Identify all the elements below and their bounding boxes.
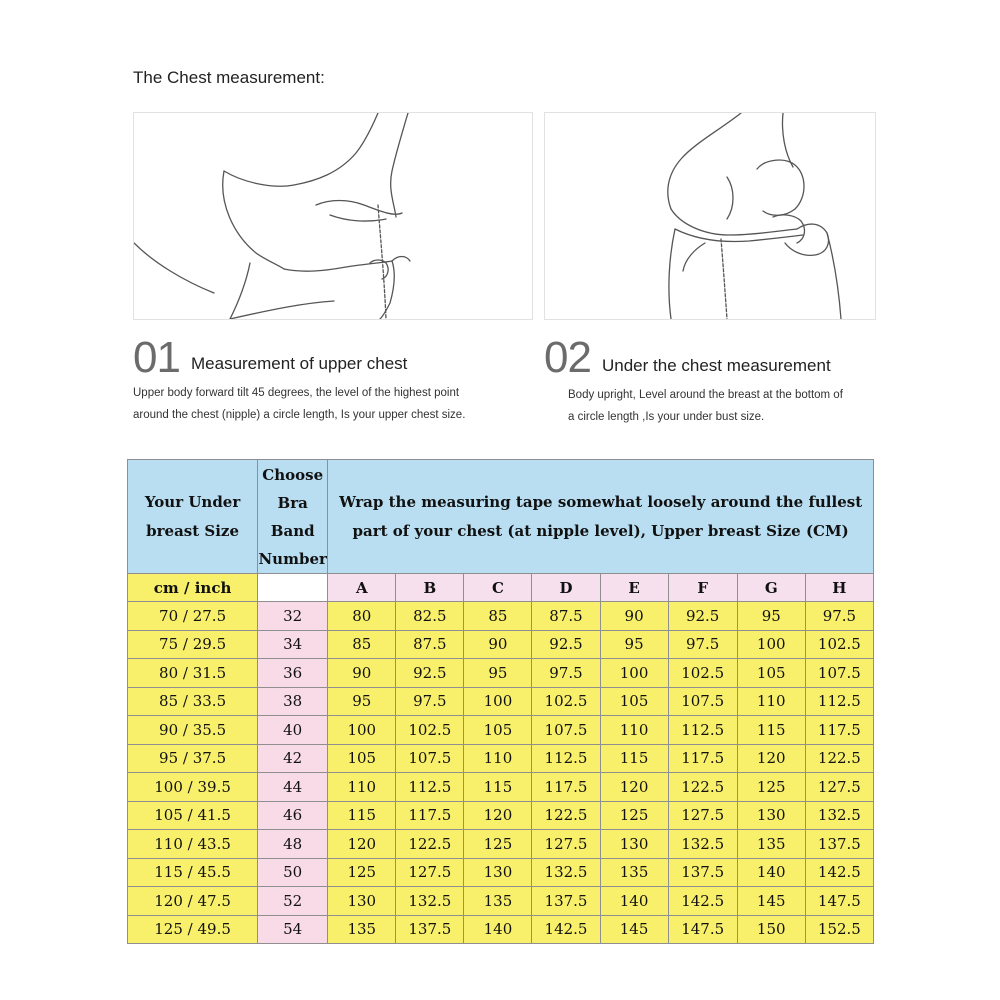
upper-breast-cell: 125 bbox=[464, 830, 532, 859]
upper-breast-cell: 127.5 bbox=[668, 801, 737, 830]
upper-breast-cell: 122.5 bbox=[532, 801, 600, 830]
band-number-cell: 38 bbox=[258, 687, 328, 716]
under-breast-cell: 110 / 43.5 bbox=[128, 830, 258, 859]
cup-header-b: B bbox=[396, 574, 464, 602]
upper-breast-cell: 132.5 bbox=[668, 830, 737, 859]
upper-breast-cell: 142.5 bbox=[532, 915, 600, 944]
table-row bbox=[128, 887, 874, 916]
upper-breast-cell: 125 bbox=[600, 801, 668, 830]
upper-breast-cell: 127.5 bbox=[805, 773, 873, 802]
upper-breast-cell: 92.5 bbox=[396, 659, 464, 688]
table-row bbox=[128, 602, 874, 631]
under-breast-cell: 75 / 29.5 bbox=[128, 630, 258, 659]
step-02-desc-line-1: Body upright, Level around the breast at the bottom of bbox=[568, 389, 843, 401]
header-under-breast: Your Under breast Size bbox=[128, 460, 258, 574]
upper-breast-cell: 137.5 bbox=[668, 858, 737, 887]
table-row bbox=[128, 915, 874, 944]
upper-breast-cell: 95 bbox=[328, 687, 396, 716]
table-row bbox=[128, 858, 874, 887]
step-01-desc-line-1: Upper body forward tilt 45 degrees, the level of the highest point bbox=[133, 387, 460, 399]
band-number-cell: 52 bbox=[258, 887, 328, 916]
band-number-cell: 46 bbox=[258, 801, 328, 830]
under-breast-cell: 120 / 47.5 bbox=[128, 887, 258, 916]
header-band-number: Choose Bra Band Number bbox=[258, 460, 328, 574]
upper-breast-cell: 135 bbox=[464, 887, 532, 916]
upper-breast-cell: 135 bbox=[737, 830, 805, 859]
upper-breast-cell: 92.5 bbox=[668, 602, 737, 631]
step-02-title: Under the chest measurement bbox=[602, 356, 831, 375]
figure-leaning-sketch bbox=[134, 113, 532, 319]
upper-breast-cell: 142.5 bbox=[668, 887, 737, 916]
upper-breast-cell: 140 bbox=[600, 887, 668, 916]
upper-breast-cell: 112.5 bbox=[396, 773, 464, 802]
under-chest-illustration bbox=[544, 112, 876, 320]
under-breast-cell: 105 / 41.5 bbox=[128, 801, 258, 830]
upper-breast-cell: 130 bbox=[328, 887, 396, 916]
upper-breast-cell: 90 bbox=[328, 659, 396, 688]
upper-breast-cell: 110 bbox=[737, 687, 805, 716]
band-number-cell: 36 bbox=[258, 659, 328, 688]
bra-size-table bbox=[127, 459, 874, 944]
upper-breast-cell: 107.5 bbox=[532, 716, 600, 745]
upper-breast-cell: 110 bbox=[464, 744, 532, 773]
upper-breast-cell: 87.5 bbox=[396, 630, 464, 659]
table-row bbox=[128, 716, 874, 745]
upper-breast-cell: 112.5 bbox=[532, 744, 600, 773]
upper-breast-cell: 102.5 bbox=[805, 630, 873, 659]
upper-breast-cell: 105 bbox=[328, 744, 396, 773]
cup-header-e: E bbox=[600, 574, 668, 602]
upper-breast-cell: 100 bbox=[600, 659, 668, 688]
upper-breast-cell: 90 bbox=[600, 602, 668, 631]
band-number-cell: 44 bbox=[258, 773, 328, 802]
upper-breast-cell: 102.5 bbox=[668, 659, 737, 688]
under-breast-cell: 125 / 49.5 bbox=[128, 915, 258, 944]
upper-breast-cell: 105 bbox=[600, 687, 668, 716]
upper-breast-cell: 97.5 bbox=[805, 602, 873, 631]
upper-breast-cell: 120 bbox=[737, 744, 805, 773]
upper-breast-cell: 132.5 bbox=[396, 887, 464, 916]
upper-breast-cell: 117.5 bbox=[396, 801, 464, 830]
band-number-cell: 32 bbox=[258, 602, 328, 631]
upper-breast-cell: 85 bbox=[464, 602, 532, 631]
band-number-cell: 50 bbox=[258, 858, 328, 887]
upper-breast-cell: 92.5 bbox=[532, 630, 600, 659]
cup-header-c: C bbox=[464, 574, 532, 602]
upper-breast-cell: 115 bbox=[737, 716, 805, 745]
upper-breast-cell: 135 bbox=[328, 915, 396, 944]
upper-breast-cell: 82.5 bbox=[396, 602, 464, 631]
cup-header-a: A bbox=[328, 574, 396, 602]
upper-breast-cell: 95 bbox=[600, 630, 668, 659]
upper-breast-cell: 135 bbox=[600, 858, 668, 887]
cup-header-h: H bbox=[805, 574, 873, 602]
cup-header-g: G bbox=[737, 574, 805, 602]
band-number-cell: 42 bbox=[258, 744, 328, 773]
step-01-number: 01 bbox=[133, 333, 180, 382]
upper-breast-cell: 125 bbox=[328, 858, 396, 887]
figure-upright-sketch bbox=[545, 113, 875, 319]
upper-breast-cell: 105 bbox=[737, 659, 805, 688]
table-row bbox=[128, 630, 874, 659]
upper-breast-cell: 105 bbox=[464, 716, 532, 745]
under-breast-cell: 90 / 35.5 bbox=[128, 716, 258, 745]
upper-breast-cell: 120 bbox=[600, 773, 668, 802]
table-row bbox=[128, 687, 874, 716]
upper-breast-cell: 107.5 bbox=[396, 744, 464, 773]
upper-breast-cell: 145 bbox=[737, 887, 805, 916]
upper-breast-cell: 115 bbox=[464, 773, 532, 802]
upper-breast-cell: 102.5 bbox=[396, 716, 464, 745]
upper-breast-cell: 90 bbox=[464, 630, 532, 659]
under-breast-cell: 70 / 27.5 bbox=[128, 602, 258, 631]
upper-breast-cell: 115 bbox=[600, 744, 668, 773]
cup-header-f: F bbox=[668, 574, 737, 602]
upper-breast-cell: 112.5 bbox=[805, 687, 873, 716]
under-breast-cell: 95 / 37.5 bbox=[128, 744, 258, 773]
step-02-number: 02 bbox=[544, 333, 591, 382]
upper-breast-cell: 150 bbox=[737, 915, 805, 944]
upper-breast-cell: 87.5 bbox=[532, 602, 600, 631]
upper-breast-cell: 140 bbox=[464, 915, 532, 944]
unit-label: cm / inch bbox=[128, 574, 258, 602]
upper-breast-cell: 137.5 bbox=[396, 915, 464, 944]
table-row bbox=[128, 659, 874, 688]
upper-breast-cell: 122.5 bbox=[805, 744, 873, 773]
upper-breast-cell: 132.5 bbox=[805, 801, 873, 830]
band-number-cell: 48 bbox=[258, 830, 328, 859]
upper-breast-cell: 122.5 bbox=[668, 773, 737, 802]
upper-breast-cell: 85 bbox=[328, 630, 396, 659]
table-row bbox=[128, 773, 874, 802]
band-number-cell: 54 bbox=[258, 915, 328, 944]
upper-breast-cell: 97.5 bbox=[668, 630, 737, 659]
upper-breast-cell: 100 bbox=[464, 687, 532, 716]
upper-breast-cell: 137.5 bbox=[805, 830, 873, 859]
upper-breast-cell: 110 bbox=[600, 716, 668, 745]
upper-breast-cell: 115 bbox=[328, 801, 396, 830]
upper-breast-cell: 132.5 bbox=[532, 858, 600, 887]
upper-breast-cell: 147.5 bbox=[668, 915, 737, 944]
under-breast-cell: 100 / 39.5 bbox=[128, 773, 258, 802]
upper-breast-cell: 95 bbox=[737, 602, 805, 631]
upper-breast-cell: 112.5 bbox=[668, 716, 737, 745]
upper-breast-cell: 130 bbox=[464, 858, 532, 887]
upper-breast-cell: 127.5 bbox=[532, 830, 600, 859]
step-02-desc-line-2: a circle length ,Is your under bust size. bbox=[568, 411, 765, 423]
upper-breast-cell: 107.5 bbox=[805, 659, 873, 688]
upper-breast-cell: 107.5 bbox=[668, 687, 737, 716]
header-cup-instructions: Wrap the measuring tape somewhat loosely around the fullest part of your chest (at nipple level), Upper breast Size (CM) bbox=[328, 460, 874, 574]
upper-breast-cell: 97.5 bbox=[532, 659, 600, 688]
upper-breast-cell: 152.5 bbox=[805, 915, 873, 944]
under-breast-cell: 85 / 33.5 bbox=[128, 687, 258, 716]
cup-header-d: D bbox=[532, 574, 600, 602]
upper-breast-cell: 145 bbox=[600, 915, 668, 944]
under-breast-cell: 115 / 45.5 bbox=[128, 858, 258, 887]
upper-breast-cell: 110 bbox=[328, 773, 396, 802]
band-number-cell: 40 bbox=[258, 716, 328, 745]
upper-breast-cell: 120 bbox=[328, 830, 396, 859]
upper-breast-cell: 125 bbox=[737, 773, 805, 802]
upper-breast-cell: 95 bbox=[464, 659, 532, 688]
upper-breast-cell: 127.5 bbox=[396, 858, 464, 887]
step-01-desc-line-2: around the chest (nipple) a circle length, Is your upper chest size. bbox=[133, 409, 466, 421]
under-breast-cell: 80 / 31.5 bbox=[128, 659, 258, 688]
upper-breast-cell: 142.5 bbox=[805, 858, 873, 887]
upper-breast-cell: 137.5 bbox=[532, 887, 600, 916]
upper-breast-cell: 117.5 bbox=[532, 773, 600, 802]
band-blank-cell bbox=[258, 574, 328, 602]
upper-breast-cell: 147.5 bbox=[805, 887, 873, 916]
upper-breast-cell: 100 bbox=[328, 716, 396, 745]
table-row bbox=[128, 744, 874, 773]
upper-breast-cell: 100 bbox=[737, 630, 805, 659]
upper-breast-cell: 117.5 bbox=[668, 744, 737, 773]
band-number-cell: 34 bbox=[258, 630, 328, 659]
upper-breast-cell: 122.5 bbox=[396, 830, 464, 859]
step-01-title: Measurement of upper chest bbox=[191, 354, 408, 373]
table-header-row bbox=[128, 460, 874, 574]
table-row bbox=[128, 830, 874, 859]
page-title: The Chest measurement: bbox=[133, 68, 325, 87]
upper-breast-cell: 140 bbox=[737, 858, 805, 887]
upper-breast-cell: 130 bbox=[737, 801, 805, 830]
cup-letter-row bbox=[128, 574, 874, 602]
upper-breast-cell: 117.5 bbox=[805, 716, 873, 745]
upper-breast-cell: 102.5 bbox=[532, 687, 600, 716]
upper-breast-cell: 120 bbox=[464, 801, 532, 830]
upper-breast-cell: 97.5 bbox=[396, 687, 464, 716]
upper-chest-illustration bbox=[133, 112, 533, 320]
upper-breast-cell: 130 bbox=[600, 830, 668, 859]
upper-breast-cell: 80 bbox=[328, 602, 396, 631]
table-row bbox=[128, 801, 874, 830]
